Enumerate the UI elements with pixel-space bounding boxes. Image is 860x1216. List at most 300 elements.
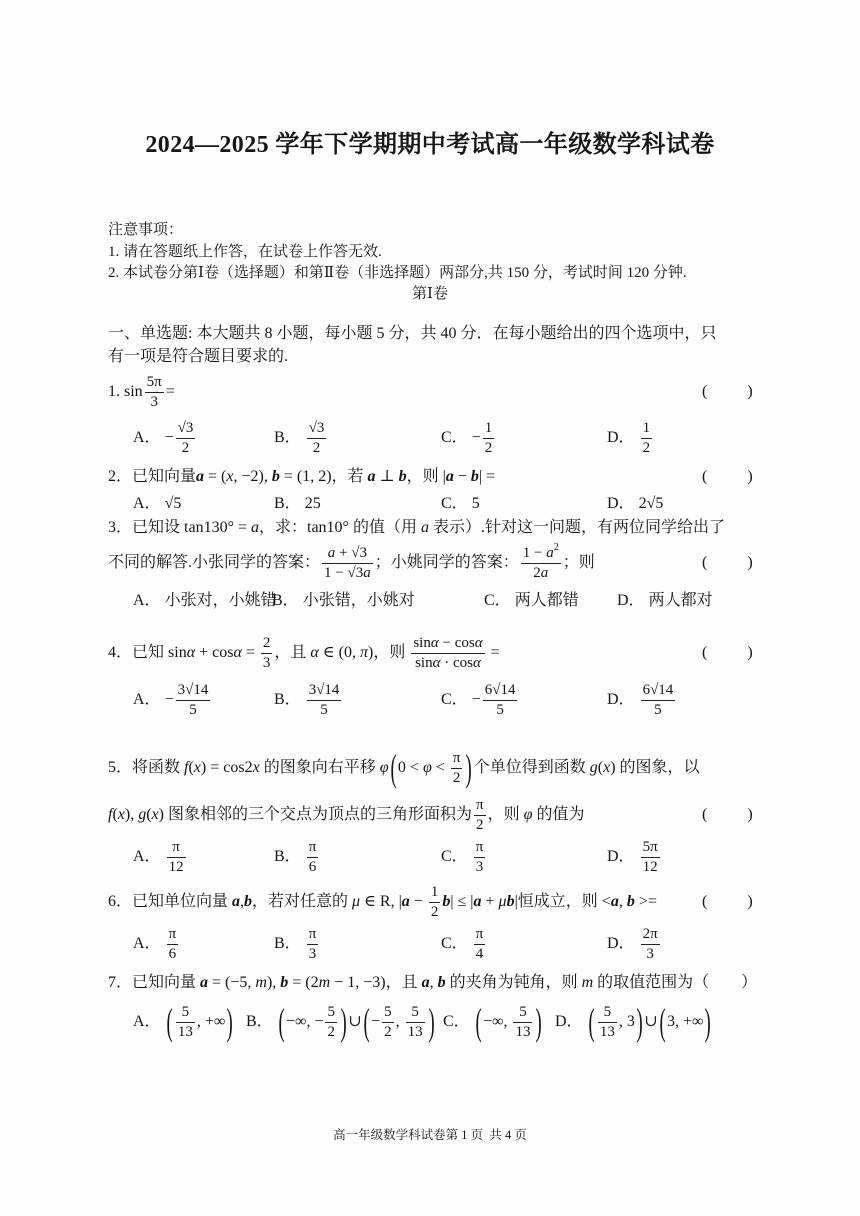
fraction-denominator [307, 701, 342, 719]
vector-symbol: b [442, 893, 451, 910]
text-segment: 4．已知 [108, 644, 169, 661]
math-expression: 6 [308, 858, 317, 875]
vector-symbol: b [280, 974, 289, 991]
math-expression: · cos [440, 654, 473, 671]
fraction [474, 926, 486, 963]
math-expression: ( [597, 759, 604, 776]
fraction [145, 374, 164, 411]
option-A [133, 581, 277, 621]
math-expression: ) [610, 759, 616, 776]
bracket-close: ) [747, 644, 753, 661]
math-expression: 6√14 [642, 681, 674, 698]
option-B [272, 581, 415, 621]
fraction [322, 545, 373, 582]
answer-bracket [702, 633, 753, 673]
text-segment: 6．已知单位向量 [108, 893, 233, 910]
text-segment: 2．已知向量 [108, 468, 197, 485]
math-expression: 1 [484, 419, 493, 436]
math-expression: − [164, 691, 174, 708]
text-segment: 两人都对 [648, 592, 713, 609]
option-D [607, 418, 654, 458]
option-C [443, 999, 544, 1044]
math-expression: 2 [476, 816, 484, 833]
fraction [598, 1004, 617, 1041]
math-variable: α [310, 644, 319, 661]
fraction [429, 884, 441, 921]
fraction-denominator [641, 945, 660, 963]
bracket-open: ( [702, 554, 708, 571]
vector-symbol: b [271, 468, 280, 485]
option-C [441, 680, 519, 720]
option-label: B． [274, 429, 301, 446]
bracket-close: ) [747, 383, 753, 400]
math-expression: 2 [384, 1023, 392, 1040]
math-expression: < [431, 759, 449, 776]
option-D [607, 680, 677, 720]
option-label: A． [133, 592, 161, 609]
option-C [441, 418, 496, 458]
math-expression: ) [158, 806, 164, 823]
vector-symbol: a [421, 974, 430, 991]
math-expression: 3 [308, 945, 317, 962]
fraction-denominator [513, 1023, 532, 1041]
fraction [641, 839, 660, 876]
math-expression: √3 [308, 419, 325, 436]
text-segment: ，求： [258, 519, 307, 536]
bracket-open: ( [702, 644, 708, 661]
fraction-denominator [483, 701, 518, 719]
large-parenthesis: ) [226, 999, 234, 1044]
math-expression: 5 [603, 1003, 612, 1020]
fraction [411, 635, 484, 672]
option-label: B． [274, 495, 301, 512]
math-expression: 1 [642, 419, 651, 436]
fraction-denominator [167, 945, 179, 963]
section-instructions: 有一项是符合题目要求的. [108, 348, 289, 365]
fraction [307, 839, 319, 876]
math-expression: 5 [384, 1003, 392, 1020]
bracket-open: ( [702, 893, 708, 910]
option-A [133, 680, 212, 720]
fraction [261, 635, 273, 672]
math-expression: tan130° = [184, 519, 251, 536]
math-expression: 3 [262, 654, 271, 671]
option-C [484, 581, 579, 621]
math-expression: ( [188, 759, 194, 776]
math-variable: x [252, 759, 260, 776]
option-label: D． [607, 429, 635, 446]
math-expression: π [452, 749, 461, 766]
vector-symbol: a [610, 893, 619, 910]
option-label: C． [441, 429, 468, 446]
large-parenthesis: ) [340, 999, 347, 1044]
math-expression: 5 [327, 1003, 335, 1020]
math-expression: ∪ [348, 1013, 362, 1030]
math-expression: 3 [475, 858, 484, 875]
math-expression: + √3 [335, 544, 367, 561]
fraction-numerator [307, 926, 319, 945]
fraction-denominator [307, 439, 327, 457]
fraction [451, 750, 463, 787]
option-D [607, 924, 662, 964]
math-expression: ) = cos2 [200, 759, 253, 776]
text-segment: 1. [108, 383, 124, 400]
large-parenthesis: ( [659, 999, 666, 1044]
fraction-denominator [167, 858, 186, 876]
fraction-denominator [307, 945, 319, 963]
math-expression: − cos [438, 634, 475, 651]
text-segment: ，且 [274, 644, 311, 661]
fraction-numerator [176, 682, 211, 701]
math-expression: = [241, 644, 259, 661]
fraction [176, 1004, 195, 1041]
fraction-denominator [176, 439, 196, 457]
math-variable: a [420, 519, 429, 536]
fraction [307, 682, 342, 719]
fraction-numerator [451, 750, 463, 769]
math-variable: α [233, 644, 242, 661]
math-expression: ), [266, 974, 281, 991]
large-parenthesis: ) [636, 999, 643, 1044]
math-expression: | = [478, 468, 496, 485]
math-variable: α [430, 634, 439, 651]
math-variable: π [359, 644, 368, 661]
math-expression: π [168, 925, 177, 942]
fraction [307, 420, 327, 457]
vector-symbol: b [437, 974, 446, 991]
fraction-numerator [641, 926, 660, 945]
bracket-close: ) [747, 893, 753, 910]
math-variable: a [546, 544, 554, 561]
option-label: A． [133, 848, 161, 865]
fraction-numerator [483, 420, 495, 439]
section-instructions: 一、单选题: 本大题共 8 小题，每小题 5 分，共 40 分．在每小题给出的四个选项中，只 [108, 325, 717, 342]
math-expression: 13 [177, 1023, 193, 1040]
math-expression: − [371, 1013, 381, 1030]
math-expression: − [471, 691, 481, 708]
math-expression: ⊥ [375, 468, 399, 485]
large-parenthesis: ( [278, 999, 285, 1044]
math-expression: = (1, 2) [279, 468, 332, 485]
math-expression: 5 [519, 1003, 527, 1020]
question-4-stem [0, 633, 860, 673]
math-expression: √3 [177, 419, 194, 436]
math-variable: x [151, 806, 159, 823]
math-expression: 2 [533, 564, 541, 581]
question-3-stem-line-1 [0, 508, 860, 548]
fraction-denominator [474, 945, 486, 963]
option-label: A． [133, 935, 161, 952]
math-variable: m [581, 974, 594, 991]
math-variable: μ [498, 893, 507, 910]
option-label: D． [617, 592, 645, 609]
fraction-numerator [145, 374, 164, 393]
fraction [641, 926, 660, 963]
text-segment: 的值为 [532, 806, 585, 823]
math-expression: , [429, 974, 438, 991]
text-segment: ；则 [562, 554, 595, 571]
math-expression: π [475, 838, 484, 855]
text-segment: 两人都错 [514, 592, 579, 609]
text-segment: 的图象，以 [615, 759, 700, 776]
math-expression: 5 [181, 1003, 190, 1020]
fraction-numerator [641, 682, 676, 701]
option-label: C． [441, 691, 468, 708]
fraction [167, 926, 179, 963]
large-parenthesis: ) [428, 999, 435, 1044]
math-expression: = (2 [288, 974, 319, 991]
vector-symbol: a [473, 893, 482, 910]
option-label: A． [133, 691, 161, 708]
vector-symbol: b [506, 893, 515, 910]
text-segment: ；小姚同学的答案： [374, 554, 519, 571]
math-expression: | [514, 893, 518, 910]
large-parenthesis: ( [390, 745, 397, 790]
math-expression: − [409, 893, 427, 910]
vector-symbol: b [470, 468, 479, 485]
math-variable: α [474, 634, 483, 651]
fraction-numerator [307, 420, 327, 439]
fraction [483, 420, 495, 457]
math-expression: 5π [146, 373, 162, 390]
option-D [555, 999, 713, 1044]
fraction-numerator [261, 635, 273, 654]
option-A [133, 837, 188, 877]
notice-item: 1. 请在答题纸上作答，在试卷上作答无效. [108, 244, 382, 260]
math-expression: 6 [168, 945, 177, 962]
option-B [274, 924, 320, 964]
vector-symbol: a [445, 468, 454, 485]
fraction-numerator [641, 420, 653, 439]
vector-symbol: a [200, 974, 209, 991]
math-expression: 2 [262, 634, 271, 651]
option-label: B． [274, 935, 301, 952]
bracket-open: ( [702, 383, 708, 400]
math-expression: sin [413, 634, 431, 651]
vector-symbol: a [232, 893, 241, 910]
math-expression: ( [112, 806, 118, 823]
text-segment: 恒成立，则 [517, 893, 602, 910]
fraction [325, 1004, 337, 1041]
math-expression: sin [124, 383, 143, 400]
fraction-denominator [641, 858, 660, 876]
superscript: 2 [553, 541, 559, 553]
fraction-denominator [474, 858, 486, 876]
fraction-denominator [406, 1023, 425, 1041]
math-expression: < [601, 893, 611, 910]
math-expression: π [476, 796, 484, 813]
fraction-denominator [641, 439, 653, 457]
question-5-stem-line-1 [0, 745, 860, 790]
large-parenthesis: ( [166, 999, 173, 1044]
math-expression: sin [415, 654, 433, 671]
fraction-numerator [307, 839, 319, 858]
fraction-numerator [322, 545, 373, 564]
text-segment: 小张错，小姚对 [302, 592, 415, 609]
vector-symbol: a [196, 468, 205, 485]
fraction [382, 1004, 394, 1041]
math-variable: α [186, 644, 196, 661]
math-expression: ∈ (0, [318, 644, 360, 661]
text-segment: 图象相邻的三个交点为顶点的三角形面积为 [163, 806, 472, 823]
text-segment: 7．已知向量 [108, 974, 201, 991]
math-expression: 2 [312, 439, 321, 456]
option-B [274, 680, 343, 720]
fraction-numerator [598, 1004, 617, 1023]
question-6-stem [0, 882, 860, 922]
math-expression: π [172, 838, 180, 855]
math-expression: 13 [599, 1023, 615, 1040]
math-expression: π [308, 838, 317, 855]
math-expression: 2√5 [638, 495, 664, 512]
math-expression: − 1, −3) [330, 974, 386, 991]
math-variable: a [327, 544, 336, 561]
fraction-numerator [483, 682, 518, 701]
math-expression: 5 [496, 701, 504, 718]
math-expression: | ≤ | [450, 893, 474, 910]
math-expression: + cos [195, 644, 234, 661]
math-variable: x [193, 759, 201, 776]
math-expression: −∞, [483, 1013, 512, 1030]
option-label: D． [607, 495, 635, 512]
math-expression: − [453, 468, 471, 485]
math-expression: 3 [150, 393, 158, 410]
large-parenthesis: ( [588, 999, 595, 1044]
fraction-numerator [307, 682, 342, 701]
notice-heading: 注意事项： [108, 222, 184, 238]
option-B [274, 837, 320, 877]
bracket-close: ) [747, 468, 753, 485]
fraction-numerator [474, 926, 486, 945]
fraction-denominator [598, 1023, 617, 1041]
math-expression: −∞, − [286, 1013, 324, 1030]
option-C [441, 837, 487, 877]
option-label: D． [555, 1013, 583, 1030]
math-expression: sin [168, 644, 187, 661]
math-expression: = (−5, [208, 974, 256, 991]
large-parenthesis: ) [465, 745, 473, 790]
math-expression: 5 [320, 701, 328, 718]
text-segment: 不同的解答.小张同学的答案： [108, 554, 321, 571]
fraction-denominator [382, 1023, 394, 1041]
math-expression: ∪ [644, 1013, 658, 1030]
option-D [607, 837, 662, 877]
fraction [167, 839, 186, 876]
vector-symbol: a [401, 893, 410, 910]
option-label: A． [133, 1013, 161, 1030]
fraction-denominator [474, 816, 486, 834]
math-expression: 2 [430, 903, 439, 920]
math-expression: | [442, 468, 446, 485]
math-expression: 2 [642, 439, 651, 456]
math-expression: 0 < [397, 759, 423, 776]
option-B [274, 418, 328, 458]
fraction-numerator [176, 1004, 195, 1023]
option-label: C． [443, 1013, 470, 1030]
math-variable: a [540, 564, 549, 581]
math-expression: ( [146, 806, 152, 823]
math-expression: tan10° [307, 519, 349, 536]
math-expression: = [165, 383, 175, 400]
question-5-options [0, 837, 860, 877]
question-3-options [0, 581, 860, 621]
math-expression: 6√14 [484, 681, 516, 698]
math-expression: π [308, 925, 317, 942]
option-C [441, 924, 487, 964]
math-variable: a [250, 519, 259, 536]
option-A [133, 924, 180, 964]
fraction-numerator [176, 420, 196, 439]
large-parenthesis: ( [475, 999, 482, 1044]
vector-symbol: a [367, 468, 376, 485]
math-expression: 2 [327, 1023, 335, 1040]
bracket-open: ( [702, 468, 708, 485]
answer-bracket [702, 372, 753, 412]
fraction-denominator [429, 903, 441, 921]
math-expression: 1 [430, 883, 439, 900]
fraction [176, 682, 211, 719]
fraction-numerator [641, 839, 660, 858]
math-expression: 1 − √3 [324, 564, 364, 581]
fraction [483, 682, 518, 719]
option-label: B． [274, 691, 301, 708]
math-expression: − [471, 429, 481, 446]
fraction-denominator [145, 393, 164, 411]
math-expression: 5 [189, 701, 197, 718]
text-segment: 3．已知设 [108, 519, 185, 536]
fraction-denominator [483, 439, 495, 457]
option-label: C． [484, 592, 511, 609]
vector-symbol: b [626, 893, 635, 910]
math-variable: f [108, 806, 113, 823]
fraction-denominator [641, 701, 676, 719]
question-6-options [0, 924, 860, 964]
option-D [617, 581, 713, 621]
answer-bracket [702, 882, 753, 922]
fraction-denominator [176, 1023, 195, 1041]
text-segment: 5．将函数 [108, 759, 185, 776]
bracket-close: ) [747, 806, 753, 823]
math-expression: ) [368, 644, 374, 661]
fraction [307, 926, 319, 963]
math-variable: x [603, 759, 611, 776]
vector-symbol: b [398, 468, 407, 485]
question-1-options [0, 418, 860, 458]
option-label: B． [274, 848, 301, 865]
question-1-stem [0, 372, 860, 412]
math-expression: 2π [642, 925, 658, 942]
fraction-numerator [167, 839, 186, 858]
fraction [641, 420, 653, 457]
math-expression: 3√14 [177, 681, 209, 698]
option-label: C． [441, 848, 468, 865]
text-segment: 的图象向右平移 [259, 759, 380, 776]
math-expression: 12 [642, 858, 658, 875]
math-expression: 3, +∞ [666, 1013, 704, 1030]
text-segment: ，且 [385, 974, 422, 991]
text-segment: 的夹角为钝角，则 [445, 974, 582, 991]
math-expression: 4 [475, 945, 484, 962]
fraction [474, 797, 486, 834]
math-variable: φ [422, 759, 432, 776]
fraction-numerator [474, 797, 486, 816]
math-expression: , 3 [618, 1013, 635, 1030]
option-label: A． [133, 495, 161, 512]
fraction-denominator [521, 564, 561, 582]
math-expression: 5π [642, 838, 658, 855]
math-expression: 13 [515, 1023, 531, 1040]
option-label: D． [607, 848, 635, 865]
